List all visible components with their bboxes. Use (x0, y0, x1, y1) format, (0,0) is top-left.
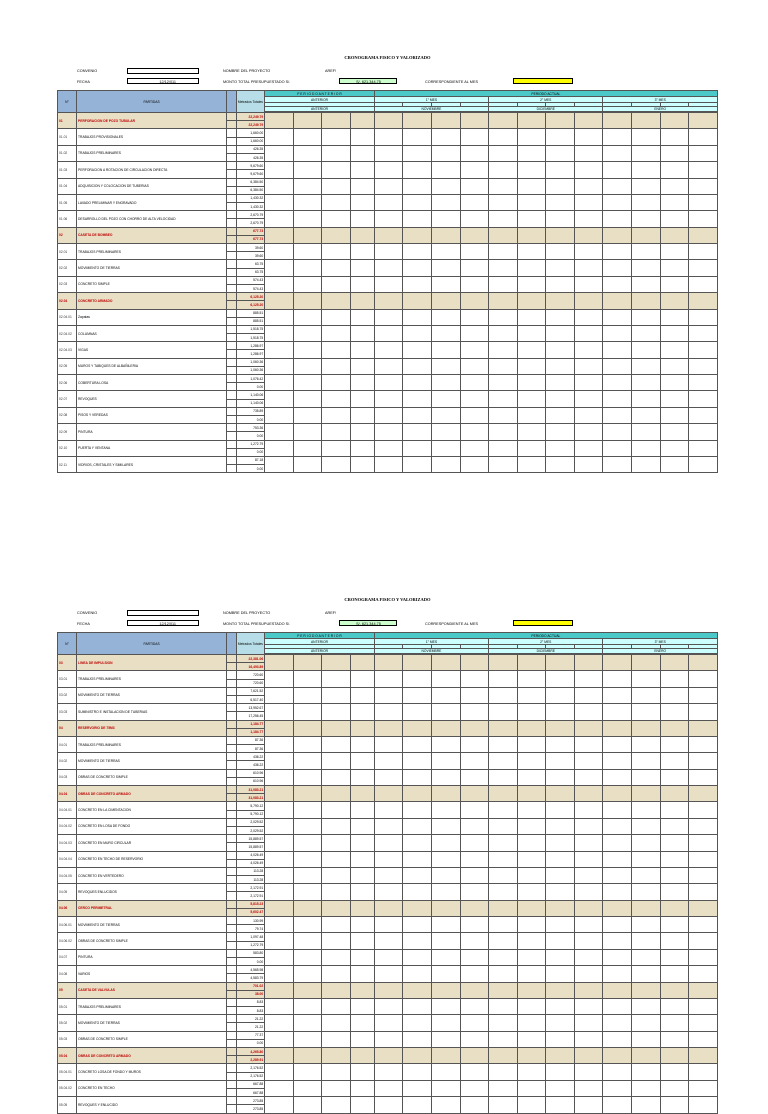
row-value-2: 426.35 (236, 153, 265, 161)
row-value-1: 677.73 (236, 227, 265, 235)
row-name: OBRAS DE CONCRETO SIMPLE (77, 1031, 227, 1047)
row-name: CONCRETO EN VERTEDERO (77, 867, 227, 883)
monto-field: S/. 621,344.75 (339, 620, 397, 626)
row-name: CASETA DE BOMBEO (77, 227, 227, 243)
sheet-title: CRONOGRAMA FISICO Y VALORIZADO (344, 597, 431, 602)
row-name: DESARROLLO DEL POZO CON CHORRO DE ALTA VELOCIDAD (77, 211, 227, 227)
proyecto-label: NOMBRE DEL PROYECTO (223, 69, 271, 73)
table-row[interactable] (58, 391, 718, 399)
row-code: 02.04.01 (58, 309, 77, 325)
row-value-2: 16,493.89 (236, 663, 265, 671)
row-code: 02.08 (58, 407, 77, 423)
row-value-2: 885.51 (236, 317, 265, 325)
row-name: OBRAS DE CONCRETO SIMPLE (77, 769, 227, 785)
row-value-2: 0.00 (236, 383, 265, 391)
row-name: MOVIMIENTO DE TIERRAS (77, 753, 227, 769)
row-value-2: 720.60 (236, 679, 265, 687)
fecha-label: FECHA (77, 622, 90, 626)
mes-field[interactable] (513, 78, 573, 84)
convenio-field[interactable] (127, 68, 199, 74)
row-value-1: 77.37 (236, 1031, 265, 1039)
row-code: 04.05 (58, 884, 77, 900)
row-code: 04.07 (58, 949, 77, 965)
table-row[interactable] (58, 1031, 718, 1039)
row-value-2: 6,384.50 (236, 186, 265, 194)
row-code: 04.04.03 (58, 835, 77, 851)
table-row[interactable] (58, 933, 718, 941)
row-value-1: 6,384.50 (236, 178, 265, 186)
table-row[interactable] (58, 867, 718, 875)
row-code: 03.03 (58, 704, 77, 720)
row-value-1: 39.60 (236, 244, 265, 252)
row-value-2: 6,517.40 (236, 695, 265, 703)
row-value-1: 610.96 (236, 769, 265, 777)
col-n: N° (58, 91, 77, 113)
row-name: CONCRETO EN LOSA DE FONDO (77, 818, 227, 834)
row-code: 04.04.04 (58, 851, 77, 867)
row-value-1: 4,026.49 (236, 851, 265, 859)
row-name: CONCRETO EN LA CIMENTACION (77, 802, 227, 818)
row-name: TRABAJOS PRELIMINARES (77, 244, 227, 260)
row-value-1: 1,272.79 (236, 440, 265, 448)
row-code: 02.02 (58, 260, 77, 276)
row-code: 05.04.01 (58, 1064, 77, 1080)
row-name: PISOS Y VEREDAS (77, 407, 227, 423)
table-row[interactable] (58, 260, 718, 268)
proyecto-label: NOMBRE DEL PROYECTO (223, 611, 271, 615)
row-value-2: 1,060.36 (236, 366, 265, 374)
row-name: PUERTA Y VENTANA (77, 440, 227, 456)
table-row[interactable] (58, 998, 718, 1006)
table-row[interactable] (58, 456, 718, 464)
row-value-2: 8.83 (236, 1007, 265, 1015)
table-row[interactable] (58, 424, 718, 432)
mes-field[interactable] (513, 620, 573, 626)
row-value-1: 22,381.06 (236, 655, 265, 663)
row-code: 05.01 (58, 998, 77, 1014)
row-name: CONCRETO ARMADO (77, 293, 227, 309)
row-code: 02.07 (58, 391, 77, 407)
row-name: CONCRETO EN MURO CIRCULAR (77, 835, 227, 851)
sheet-1 (57, 55, 718, 471)
col-metrados: Metrados Totales (236, 633, 265, 655)
row-name: TRABAJOS PRELIMINARES (77, 671, 227, 687)
schedule-table: N° PARTIDAS Metrados Totales P E R I O D O A N T E R I O R PERIODO ACTUAL ANTERIOR 1° MES 2° MES 3° MES ANTERIOR NOVIEMBRE DICIEMBRE ENERO 01 PERFORACION DE POZO TUBULAR 22,249.79 22,249.79 01.01 TRABAJOS PROVISIONALES 1,660.00 1,660.00 01.02 TRABAJOS PRELIMINARES 426.35 426.35 01.03 PERFORACION A ROTACION DE CIRCULACION DIRECTA 9,679.60 9,679.60 01.04 ADQUISICION Y COLOCACION DE TUBERIAS 6,384.50 6,384.50 01.05 LAVADO PRELIMINAR Y ENGRAVADO 1,430.32 1,430.32 01.06 DESARROLLO DEL POZO CON CHORRO DE ALTA VELOCIDAD 2,670.79 2,670.79 02 CASETA DE BOMBEO 677.73 677.73 02.01 TRABAJOS PRELIMINARES 39.60 39.60 02.02 MOVIMIENTO DE TIERRAS 63.75 63.75 02.03 CONCRETO SIMPLE 574.43 574.43 02.04 CONCRETO ARMADO 6,125.20 6,125.20 02.04.01 Zapatas 885.51 885.51 02.04.02 COLUMNAS 1,518.75 1,518.75 02.04.03 VIGAS 1,286.97 1,286.97 02.05 MUROS Y TABIQUES DE ALBAÑILERIA 1,060.36 1,060.36 02.06 COBERTURA LOSA 1,076.42 0.00 02.07 REVOQUES 1,140.06 1,140.06 02.08 PISOS Y VEREDAS 735.89 0.00 02.09 PINTURA 753.36 0.00 02.10 PUERTA Y VENTANA 1,272.79 0.00 02.11 VIDRIOS, CRISTALES Y SIMILARES 87.18 0.00 (57, 90, 718, 473)
row-value-2: 1,518.75 (236, 334, 265, 342)
row-value-2: 2,176.52 (236, 1072, 265, 1080)
row-code: 04.04.01 (58, 802, 77, 818)
row-value-1: 273.85 (236, 1097, 265, 1105)
row-value-2: 38.00 (236, 990, 265, 998)
row-value-2: 0.00 (236, 1039, 265, 1047)
table-row[interactable] (58, 162, 718, 170)
row-value-2: 2,289.91 (236, 1056, 265, 1064)
corresp-label: CORRESPONDIENTE AL MES (425, 80, 479, 84)
row-name: TRABAJOS PROVISIONALES (77, 129, 227, 145)
row-value-1: 8.83 (236, 998, 265, 1006)
row-name: OBRAS DE CONCRETO SIMPLE (77, 933, 227, 949)
row-name: TRABAJOS PRELIMINARES (77, 736, 227, 752)
table-row[interactable] (58, 1080, 718, 1088)
row-code: 01.02 (58, 145, 77, 161)
row-code: 05.04.02 (58, 1080, 77, 1096)
row-value-1: 1,660.00 (236, 129, 265, 137)
row-value-1: 87.36 (236, 736, 265, 744)
row-code: 02.10 (58, 440, 77, 456)
table-row[interactable] (58, 1097, 718, 1105)
row-name: VARIOS (77, 966, 227, 982)
row-value-1: 1,097.48 (236, 933, 265, 941)
row-name: TRABAJOS PRELIMINARES (77, 998, 227, 1014)
row-value-1: 436.22 (236, 753, 265, 761)
row-code: 04.06.01 (58, 917, 77, 933)
row-value-1: 1,140.06 (236, 391, 265, 399)
row-value-2: 113.28 (236, 876, 265, 884)
row-value-1: 130.99 (236, 917, 265, 925)
table-row[interactable] (58, 851, 718, 859)
row-code: 03.01 (58, 671, 77, 687)
row-value-2: 5,602.47 (236, 908, 265, 916)
fecha-field[interactable]: 12/12/011 (127, 78, 199, 84)
row-value-2: 63.75 (236, 268, 265, 276)
table-row[interactable] (58, 753, 718, 761)
row-value-2: 2,029.52 (236, 826, 265, 834)
row-value-1: 4,265.80 (236, 1048, 265, 1056)
row-name: Zapatas (77, 309, 227, 325)
table-row[interactable] (58, 440, 718, 448)
row-code: 04.08 (58, 966, 77, 982)
table-row[interactable] (58, 720, 718, 728)
row-value-1: 885.51 (236, 309, 265, 317)
row-name: VIDRIOS, CRISTALES Y SIMILARES (77, 456, 227, 472)
row-value-2: 5,790.12 (236, 810, 265, 818)
col-partidas: PARTIDAS (77, 633, 227, 655)
row-value-2: 2,172.91 (236, 892, 265, 900)
row-code: 01 (58, 113, 77, 129)
table-row[interactable] (58, 900, 718, 908)
row-value-2: 667.88 (236, 1088, 265, 1096)
row-code: 04.04.05 (58, 867, 77, 883)
row-value-1: 21.22 (236, 1015, 265, 1023)
row-value-2: 31,083.21 (236, 794, 265, 802)
row-value-1: 1,060.36 (236, 358, 265, 366)
row-code: 04.04 (58, 786, 77, 802)
row-code: 01.01 (58, 129, 77, 145)
row-code: 02.01 (58, 244, 77, 260)
col-metrados: Metrados Totales (236, 91, 265, 113)
row-code: 04.01 (58, 736, 77, 752)
row-value-2: 0.00 (236, 415, 265, 423)
row-value-2: 0.00 (236, 957, 265, 965)
table-row[interactable] (58, 178, 718, 186)
row-code: 02 (58, 227, 77, 243)
row-name: COLUMNAS (77, 325, 227, 341)
row-value-1: 5,790.12 (236, 802, 265, 810)
row-code: 02.11 (58, 456, 77, 472)
row-name: REVOQUES Y ENLUCIDO (77, 1097, 227, 1113)
row-value-1: 1,076.42 (236, 375, 265, 383)
row-value-1: 63.75 (236, 260, 265, 268)
fecha-field[interactable]: 12/12/011 (127, 620, 199, 626)
table-row[interactable] (58, 966, 718, 974)
table-row[interactable] (58, 1064, 718, 1072)
proyecto-value: AREF! (325, 69, 337, 73)
row-name: CERCO PERIMETRAL (77, 900, 227, 916)
row-name: CONCRETO SIMPLE (77, 276, 227, 292)
row-name: PINTURA (77, 949, 227, 965)
row-value-2: 273.85 (236, 1105, 265, 1113)
table-row[interactable] (58, 917, 718, 925)
row-name: MOVIMIENTO DE TIERRAS (77, 260, 227, 276)
row-name: CASETA DE VALVULAS (77, 982, 227, 998)
sheet-2 (57, 597, 718, 1111)
row-code: 02.04 (58, 293, 77, 309)
row-value-2: 1,184.77 (236, 728, 265, 736)
row-value-2: 79.74 (236, 925, 265, 933)
row-value-1: 22,249.79 (236, 113, 265, 121)
row-code: 02.03 (58, 276, 77, 292)
row-value-2: 9,679.60 (236, 170, 265, 178)
monto-field: S/. 621,344.75 (339, 78, 397, 84)
row-value-1: 1,430.32 (236, 194, 265, 202)
row-value-2: 0.00 (236, 448, 265, 456)
row-name: REVOQUES (77, 391, 227, 407)
row-value-2: 1,660.00 (236, 137, 265, 145)
row-value-1: 5,815.23 (236, 900, 265, 908)
table-row[interactable] (58, 113, 718, 121)
corresp-label: CORRESPONDIENTE AL MES (425, 622, 479, 626)
convenio-label: CONVENIO (77, 69, 98, 73)
row-code: 05.04 (58, 1048, 77, 1064)
table-row[interactable] (58, 884, 718, 892)
row-value-2: 22,249.79 (236, 121, 265, 129)
row-value-1: 753.36 (236, 424, 265, 432)
table-row[interactable] (58, 293, 718, 301)
row-code: 04.06.02 (58, 933, 77, 949)
table-row[interactable] (58, 704, 718, 712)
row-value-1: 667.88 (236, 1080, 265, 1088)
table-row[interactable] (58, 786, 718, 794)
row-value-1: 6,125.20 (236, 293, 265, 301)
row-value-1: 87.18 (236, 456, 265, 464)
row-name: REVOQUES ENLUCIDOS (77, 884, 227, 900)
table-row[interactable] (58, 736, 718, 744)
row-name: PERFORACION A ROTACION DE CIRCULACION DIRECTA (77, 162, 227, 178)
row-value-1: 426.35 (236, 145, 265, 153)
row-name: LAVADO PRELIMINAR Y ENGRAVADO (77, 194, 227, 210)
row-code: 01.06 (58, 211, 77, 227)
row-value-2: 2,670.79 (236, 219, 265, 227)
row-name: TRABAJOS PRELIMINARES (77, 145, 227, 161)
convenio-field[interactable] (127, 610, 199, 616)
table-row[interactable] (58, 982, 718, 990)
row-name: MOVIMIENTO DE TIERRAS (77, 917, 227, 933)
row-code: 02.04.03 (58, 342, 77, 358)
row-code: 04.03 (58, 769, 77, 785)
row-name: MOVIMIENTO DE TIERRAS (77, 1015, 227, 1031)
row-value-1: 2,670.79 (236, 211, 265, 219)
monto-label: MONTO TOTAL PRESUPUESTADO S/. (223, 80, 291, 84)
row-value-1: 574.43 (236, 276, 265, 284)
table-row[interactable] (58, 835, 718, 843)
table-row[interactable] (58, 276, 718, 284)
table-row[interactable] (58, 655, 718, 663)
row-code: 01.03 (58, 162, 77, 178)
row-value-1: 1,286.97 (236, 342, 265, 350)
row-name: CONCRETO EN TECHO (77, 1080, 227, 1096)
row-name: RESERVORIO DE 75M3 (77, 720, 227, 736)
sheet-title: CRONOGRAMA FISICO Y VALORIZADO (344, 55, 431, 60)
table-row[interactable] (58, 1015, 718, 1023)
row-value-1: 720.60 (236, 671, 265, 679)
row-code: 04.04.02 (58, 818, 77, 834)
row-value-1: 2,176.52 (236, 1064, 265, 1072)
table-row[interactable] (58, 375, 718, 383)
row-value-2: 0.00 (236, 432, 265, 440)
row-name: COBERTURA LOSA (77, 375, 227, 391)
table-row[interactable] (58, 309, 718, 317)
row-value-1: 1,184.77 (236, 720, 265, 728)
row-name: OBRAS DE CONCRETO ARMADO (77, 786, 227, 802)
table-row[interactable] (58, 194, 718, 202)
table-row[interactable] (58, 1048, 718, 1056)
row-value-1: 2,172.91 (236, 884, 265, 892)
row-code: 05.03 (58, 1031, 77, 1047)
row-name: MUROS Y TABIQUES DE ALBAÑILERIA (77, 358, 227, 374)
fecha-label: FECHA (77, 80, 90, 84)
row-name: SUMINISTRO E INSTALACION DE TUBERIAS (77, 704, 227, 720)
row-value-2: 436.22 (236, 761, 265, 769)
table-row[interactable] (58, 671, 718, 679)
row-name: PINTURA (77, 424, 227, 440)
table-row[interactable] (58, 244, 718, 252)
row-name: OBRAS DE CONCRETO ARMADO (77, 1048, 227, 1064)
row-value-2: 574.43 (236, 284, 265, 292)
row-code: 01.04 (58, 178, 77, 194)
row-code: 04.02 (58, 753, 77, 769)
row-value-2: 610.96 (236, 777, 265, 785)
table-row[interactable] (58, 407, 718, 415)
row-code: 01.05 (58, 194, 77, 210)
row-name: CONCRETO EN TECHO DE RESERVORIO (77, 851, 227, 867)
convenio-label: CONVENIO (77, 611, 98, 615)
table-row[interactable] (58, 325, 718, 333)
row-value-1: 583.80 (236, 949, 265, 957)
row-value-2: 15,889.57 (236, 843, 265, 851)
table-row[interactable] (58, 129, 718, 137)
proyecto-value: AREF! (325, 611, 337, 615)
row-code: 02.09 (58, 424, 77, 440)
row-value-1: 9,679.60 (236, 162, 265, 170)
row-value-1: 113.28 (236, 867, 265, 875)
table-row[interactable] (58, 818, 718, 826)
row-value-2: 4,583.79 (236, 974, 265, 982)
row-value-2: 21.22 (236, 1023, 265, 1031)
table-row[interactable] (58, 769, 718, 777)
row-code: 04 (58, 720, 77, 736)
table-row[interactable] (58, 145, 718, 153)
row-code: 02.04.02 (58, 325, 77, 341)
col-n: N° (58, 633, 77, 655)
row-value-2: 1,272.79 (236, 941, 265, 949)
row-value-2: 6,125.20 (236, 301, 265, 309)
row-code: 05.05 (58, 1097, 77, 1113)
row-value-1: 7,621.52 (236, 687, 265, 695)
table-row[interactable] (58, 227, 718, 235)
row-value-2: 17,256.45 (236, 712, 265, 720)
schedule-table: N° PARTIDAS Metrados Totales P E R I O D O A N T E R I O R PERIODO ACTUAL ANTERIOR 1° MES 2° MES 3° MES ANTERIOR NOVIEMBRE DICIEMBRE ENERO 03 LINEA DE IMPULSION 22,381.06 16,493.89 03.01 TRABAJOS PRELIMINARES 720.60 720.60 03.02 MOVIMIENTO DE TIERRAS 7,621.52 6,517.40 03.03 SUMINISTRO E INSTALACION DE TUBERIAS 13,952.67 17,256.45 04 RESERVORIO DE 75M3 1,184.77 1,184.77 04.01 TRABAJOS PRELIMINARES 87.36 87.36 04.02 MOVIMIENTO DE TIERRAS 436.22 436.22 04.03 OBRAS DE CONCRETO SIMPLE 610.96 610.96 04.04 OBRAS DE CONCRETO ARMADO 31,083.21 31,083.21 04.04.01 CONCRETO EN LA CIMENTACION 5,790.12 5,790.12 04.04.02 CONCRETO EN LOSA DE FONDO 2,029.52 2,029.52 04.04.03 CONCRETO EN MURO CIRCULAR 15,889.57 15,889.57 04.04.04 CONCRETO EN TECHO DE RESERVORIO 4,026.49 4,026.49 04.04.05 CONCRETO EN VERTEDERO 113.28 113.28 04.05 REVOQUES ENLUCIDOS 2,172.91 2,172.91 04.06 CERCO PERIMETRAL 5,815.23 5,602.47 04.06.01 MOVIMIENTO DE TIERRAS 130.99 79.74 04.06.02 OBRAS DE CONCRETO SIMPLE 1,097.48 1,272.79 04.07 PINTURA 583.80 0.00 04.08 VARIOS 4,565.98 4,583.79 05 CASETA DE VALVULAS 701.02 38.00 05.01 TRABAJOS PRELIMINARES 8.83 8.83 05.02 MOVIMIENTO DE TIERRAS 21.22 21.22 05.03 OBRAS DE CONCRETO SIMPLE 77.37 0.00 05.04 OBRAS DE CONCRETO ARMADO 4,265.80 2,289.91 05.04.01 CONCRETO LOSA DE FONDO Y MUROS 2,176.52 2,176.52 05.04.02 CONCRETO EN TECHO 667.88 667.88 05.05 REVOQUES Y ENLUCIDO 273.85 273.85 (57, 632, 718, 1114)
row-value-1: 15,889.57 (236, 835, 265, 843)
col-partidas: PARTIDAS (77, 91, 227, 113)
row-value-2: 39.60 (236, 252, 265, 260)
monto-label: MONTO TOTAL PRESUPUESTADO S/. (223, 622, 291, 626)
row-value-1: 4,565.98 (236, 966, 265, 974)
row-name: VIGAS (77, 342, 227, 358)
row-value-2: 4,026.49 (236, 859, 265, 867)
row-name: LINEA DE IMPULSION (77, 655, 227, 671)
row-name: CONCRETO LOSA DE FONDO Y MUROS (77, 1064, 227, 1080)
row-code: 03.02 (58, 687, 77, 703)
table-row[interactable] (58, 802, 718, 810)
row-code: 02.05 (58, 358, 77, 374)
row-code: 04.06 (58, 900, 77, 916)
table-row[interactable] (58, 342, 718, 350)
row-value-2: 1,286.97 (236, 350, 265, 358)
row-name: MOVIMIENTO DE TIERRAS (77, 687, 227, 703)
row-value-1: 13,952.67 (236, 704, 265, 712)
row-value-2: 677.73 (236, 235, 265, 243)
row-value-2: 1,140.06 (236, 399, 265, 407)
row-code: 05.02 (58, 1015, 77, 1031)
table-row[interactable] (58, 211, 718, 219)
row-code: 03 (58, 655, 77, 671)
table-row[interactable] (58, 687, 718, 695)
row-value-1: 735.89 (236, 407, 265, 415)
row-code: 02.06 (58, 375, 77, 391)
row-name: ADQUISICION Y COLOCACION DE TUBERIAS (77, 178, 227, 194)
row-value-1: 31,083.21 (236, 786, 265, 794)
row-value-1: 1,518.75 (236, 325, 265, 333)
row-value-2: 1,430.32 (236, 203, 265, 211)
row-code: 05 (58, 982, 77, 998)
table-row[interactable] (58, 358, 718, 366)
row-value-2: 0.00 (236, 465, 265, 473)
row-value-2: 87.36 (236, 745, 265, 753)
row-name: PERFORACION DE POZO TUBULAR (77, 113, 227, 129)
row-value-1: 701.02 (236, 982, 265, 990)
row-value-1: 2,029.52 (236, 818, 265, 826)
table-row[interactable] (58, 949, 718, 957)
